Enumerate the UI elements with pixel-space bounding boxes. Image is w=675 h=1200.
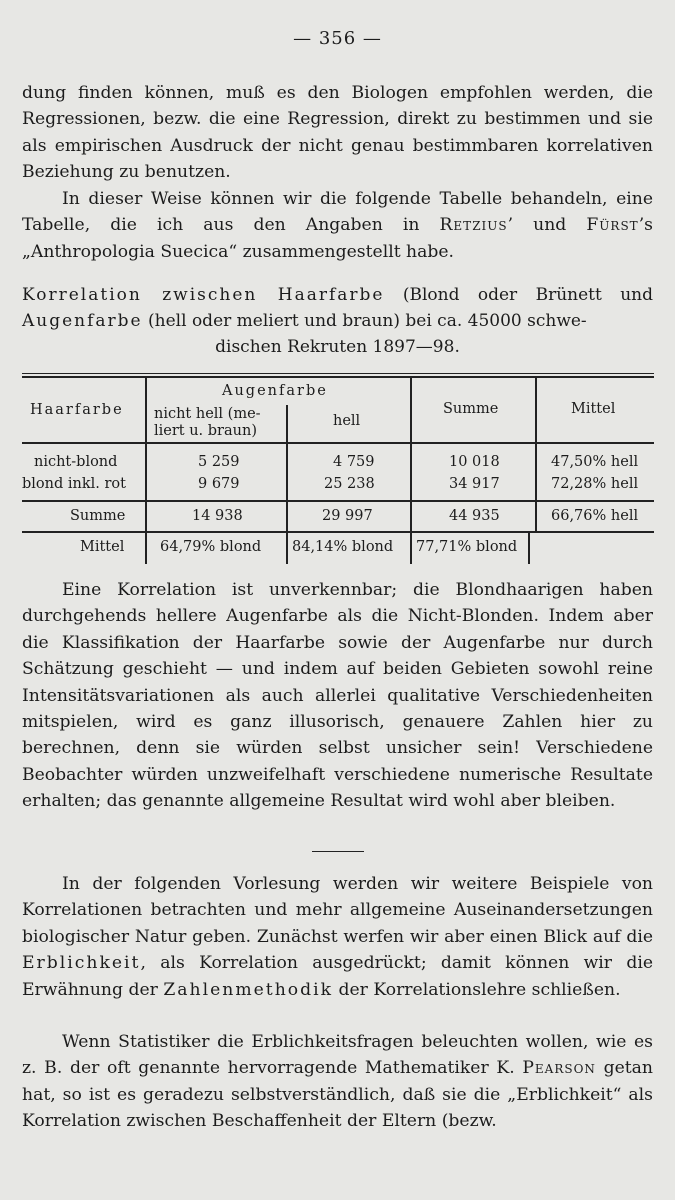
section-divider: [312, 851, 364, 852]
header-augenfarbe: Augenfarbe: [222, 383, 328, 399]
table-caption: [22, 282, 653, 360]
cell-mittel-c2: 84,14% blond: [292, 539, 394, 555]
row-label-mittel: Mittel: [80, 539, 125, 555]
cell-mittel-sum: 77,71% blond: [416, 539, 518, 555]
cell-r2-mean: 72,28% hell: [551, 476, 639, 492]
paragraph-2: [22, 186, 653, 265]
caption-part-4: (hell oder meliert und braun) bei ca. 45000 schwe-: [142, 311, 587, 331]
header-col1-line1: nicht hell (me-: [154, 406, 261, 422]
table-vline-1: [145, 378, 147, 564]
table-header-rule: [22, 442, 654, 444]
paragraph-5: [22, 1029, 653, 1135]
table-top-rule-1: [22, 373, 654, 374]
cell-mittel-c1: 64,79% blond: [160, 539, 262, 555]
cell-r1-mean: 47,50% hell: [551, 454, 639, 470]
author-pearson: Pearson: [522, 1058, 596, 1079]
term-zahlenmethodik: Zahlenmethodik: [163, 979, 334, 1000]
header-col1-line2: liert u. braun): [154, 423, 257, 439]
paragraph-4-text-a: In der folgenden Vorlesung werden wir weitere Beispiele von Korrelationen betrachten und mehr allgemeine Auseinandersetzungen biologischer Natur geben. Zunächst werfen wir aber einen Blick auf die: [22, 874, 653, 947]
table-vline-5: [528, 533, 530, 564]
cell-r2-c1: 9 679: [198, 476, 240, 492]
paragraph-1: dung finden können, muß es den Biologen empfohlen werden, die Regressionen, bezw. die eine Regression, direkt zu bestimmen und sie als empirischen Ausdruck der nicht genau bestimmbaren korrelativen Beziehung zu benutzen.: [22, 83, 653, 183]
cell-summe-c2: 29 997: [322, 508, 373, 524]
author-fuerst: Fürst: [586, 215, 639, 236]
term-erblichkeit: Erblichkeit: [22, 953, 141, 974]
table-vline-2: [286, 405, 288, 564]
cell-summe-c1: 14 938: [192, 508, 243, 524]
row-label-summe: Summe: [70, 508, 126, 524]
table-body-rule: [22, 500, 654, 502]
cell-summe-sum: 44 935: [449, 508, 500, 524]
page-number: — 356 —: [293, 28, 382, 49]
row-label-nicht-blond: nicht-blond: [34, 454, 118, 470]
header-haarfarbe: Haarfarbe: [30, 402, 124, 418]
caption-part-5: dischen Rekruten 1897—98.: [215, 337, 460, 357]
caption-part-2: (Blond oder Brünett und: [384, 285, 653, 305]
paragraph-4: [22, 871, 653, 1003]
row-label-blond: blond inkl. rot: [22, 476, 126, 492]
table-summe-rule: [22, 531, 654, 533]
paragraph-4-text-c: der Korrelationslehre schließen.: [333, 979, 621, 1000]
paragraph-2-text-c: ’s „Anthropologia Suecica“ zusammengestellt habe.: [22, 215, 653, 262]
paragraph-3: Eine Korrelation ist unverkennbar; die Blondhaarigen haben durchgehends hellere Augenfarbe als die Nicht-Blonden. Indem aber die Klassifikation der Haarfarbe sowie der Augenfarbe nur durch Schätzung geschieht — und indem auf beiden Gebieten sowohl reine Intensitätsvariationen als auch allerlei qualitative Verschiedenheiten mitspielen, wird es ganz illusorisch, genauere Zahlen hier zu berechnen, denn sie würden selbst unsicher sein! Verschiedene Beobachter würden unzweifelhaft verschiedene numerische Resultate erhalten; das genannte allgemeine Resultat wird wohl aber bleiben.: [22, 580, 653, 812]
header-hell: hell: [333, 413, 361, 429]
header-mittel: Mittel: [571, 401, 616, 417]
cell-r1-c2: 4 759: [333, 454, 375, 470]
paragraph-2-text-a: In dieser Weise können wir die folgende Tabelle behandeln, eine Tabelle, die ich aus den Angaben in: [22, 189, 653, 236]
table-top-rule-2: [22, 376, 654, 378]
caption-part-1: Korrelation zwischen Haarfarbe: [22, 285, 385, 305]
cell-r2-c2: 25 238: [324, 476, 375, 492]
paragraph-5-text-b: getan hat, so ist es geradezu selbstverständlich, daß sie die „Erblichkeit“ als Korrelation zwischen Beschaffenheit der Eltern (bezw.: [22, 1058, 653, 1132]
cell-r2-sum: 34 917: [449, 476, 500, 492]
cell-summe-mean: 66,76% hell: [551, 508, 639, 524]
author-retzius: Retzius: [439, 215, 508, 236]
paragraph-5-text-a: Wenn Statistiker die Erblichkeitsfragen beleuchten wollen, wie es z. B. der oft genannte hervorragende Mathematiker K.: [22, 1032, 653, 1079]
table-vline-3: [410, 378, 412, 564]
cell-r1-sum: 10 018: [449, 454, 500, 470]
table-vline-4: [535, 378, 537, 532]
paragraph-4-text-b: , als Korrelation ausgedrückt; damit können wir die Erwähnung der: [22, 953, 653, 1000]
paragraph-2-text-b: ’ und: [507, 215, 587, 236]
header-summe: Summe: [443, 401, 499, 417]
caption-part-3: Augenfarbe: [22, 311, 143, 331]
cell-r1-c1: 5 259: [198, 454, 240, 470]
